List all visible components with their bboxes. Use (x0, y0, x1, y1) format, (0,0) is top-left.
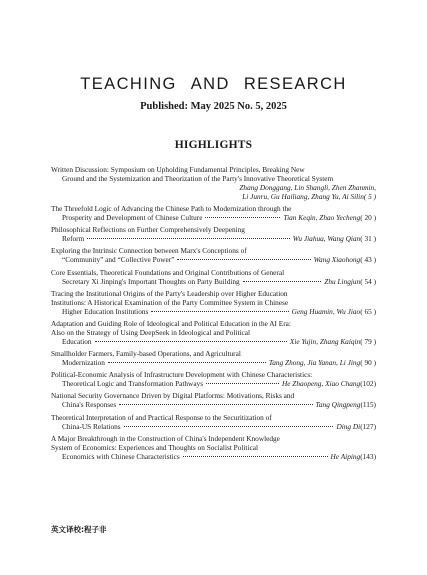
author-names: Xie Yujin, Zhang Kaiqin (289, 336, 361, 346)
toc-entry-title-line: Institutions: A Historical Examination of the Party Committee System in Chinese (51, 298, 289, 307)
author-names: Ding Di (336, 421, 361, 431)
toc-entry-title-line: China's Responses (62, 400, 117, 410)
toc-entry-authors (282, 380, 376, 389)
toc-entry-last-line (51, 359, 376, 368)
toc-entry[interactable] (51, 414, 376, 432)
toc-entry[interactable] (51, 350, 376, 368)
toc-entry-title-line: Written Discussion: Symposium on Upholding Fundamental Principles, Breaking New (51, 166, 305, 174)
toc-entry-title-line: Modernization (62, 357, 105, 367)
page-number: (127) (360, 421, 376, 431)
page-number: ( 90 ) (360, 357, 376, 367)
toc-entry-title-line: Secretary Xi Jinping's Important Thoughts on Party Building (62, 276, 240, 286)
dot-leader (243, 280, 322, 282)
toc-entry-title-line: The Threefold Logic of Advancing the Chinese Path to Modernization through the (51, 205, 292, 214)
toc-entry[interactable] (51, 290, 376, 317)
toc-entry-authors (292, 308, 376, 317)
journal-title (0, 75, 427, 94)
toc-entry-authors (324, 278, 376, 287)
page-number: (143) (360, 451, 376, 461)
author-names: Tang Qingpeng (315, 400, 361, 410)
author-names: Geng Huamin, Wu Jiao (291, 306, 361, 316)
toc-entry-title-line: Reform (62, 234, 85, 244)
toc-entry[interactable] (51, 269, 376, 287)
toc-entry-title-line: Theoretical Logic and Transformation Pathways (62, 379, 204, 389)
toc-entry-title-line: Adaptation and Guiding Role of Ideological and Political Education in the AI Era: (51, 319, 291, 328)
toc-entry-last-line (51, 214, 376, 223)
dot-leader (119, 403, 312, 405)
toc-entry-last-line (51, 453, 376, 462)
toc-entry-last-line (51, 256, 376, 265)
page-number: ( 31 ) (360, 234, 376, 244)
author-names: Zhu Lingjun (324, 276, 361, 286)
dot-leader (108, 361, 266, 363)
toc-entry-authors (269, 359, 376, 368)
page-number: (115) (360, 400, 376, 410)
toc-entry-title-line: Theoretical Interpretation of and Practical Response to the Securitization of (51, 413, 272, 422)
toc-entry-authors (314, 256, 376, 265)
dot-leader (183, 455, 328, 457)
dot-leader (205, 216, 280, 218)
dot-leader (151, 310, 288, 312)
author-names: Wu Jiahua, Wang Qian (292, 234, 361, 244)
toc-entry-title-line: Exploring the Intrinsic Connection between Marx's Conceptions of (51, 247, 247, 256)
dot-leader (206, 382, 279, 384)
dot-leader (87, 237, 289, 239)
page-number: ( 43 ) (360, 255, 376, 265)
author-names: Wang Xiaohong (313, 255, 361, 265)
toc-entry-title-line: A Major Breakthrough in the Construction of China's Independent Knowledge (51, 434, 280, 443)
toc-entry-title-line: Education (62, 336, 92, 346)
dot-leader (124, 425, 334, 427)
toc-entry-title-line: Political-Economic Analysis of Infrastructure Development with Chinese Characteristics: (51, 371, 313, 380)
toc-entry-title-line: National Security Governance Driven by Digital Platforms: Motivations, Risks and (51, 392, 295, 401)
toc-entry[interactable] (51, 247, 376, 265)
toc-entry-authors (283, 214, 376, 223)
page-number: (102) (360, 379, 376, 389)
page-number: ( 54 ) (360, 276, 376, 286)
toc-entry-title-line: China-US Relations (62, 421, 121, 431)
toc-entry[interactable] (51, 371, 376, 389)
toc-entry-authors: Zhang Donggang, Lin Shangli, Zhen Zhanmin, (239, 182, 376, 192)
toc-entry-last-line (51, 235, 376, 244)
toc-entry-title-line: Tracing the Institutional Origins of the Party's Leadership over Higher Education (51, 289, 288, 298)
toc-entry-authors (293, 235, 376, 244)
toc-entry-authors (290, 338, 376, 347)
toc-entry-authors (336, 423, 376, 432)
dot-leader (177, 258, 310, 260)
author-names: He Zhaopeng, Xiao Chang (281, 379, 361, 389)
toc-entry-authors (316, 401, 376, 410)
toc-entry-title-line: Core Essentials, Theoretical Foundations and Original Contributions of General (51, 268, 285, 277)
table-of-contents (51, 166, 376, 465)
toc-entry-title-line: System of Economics: Experiences and Thoughts on Socialist Political (51, 443, 258, 452)
page-number: ( 65 ) (360, 306, 376, 316)
toc-entry[interactable] (51, 435, 376, 462)
translator-credit: 英文译校:程子非 (51, 525, 107, 534)
toc-entry-title-line: Higher Education Institutions (62, 306, 149, 316)
author-names: Tang Zhong, Jia Yanan, Li Jing (268, 357, 361, 367)
publication-info: Published: May 2025 No. 5, 2025 (140, 101, 287, 112)
toc-entry-last-line (51, 380, 376, 389)
journal-title-word-3: RESEARCH (243, 75, 347, 93)
toc-entry-last-line (51, 401, 376, 410)
toc-entry-authors (331, 453, 376, 462)
toc-entry[interactable] (51, 205, 376, 223)
toc-entry-last-line (51, 423, 376, 432)
toc-entry-title-line: Philosophical Reflections on Further Comprehensively Deepening (51, 226, 245, 235)
toc-entry-last-line (51, 338, 376, 347)
dot-leader (95, 340, 287, 342)
toc-entry-authors: Li Junru, Gu Hailiang, Zhang Yu, Ai Silin( 5 ) (242, 191, 376, 201)
toc-entry-last-line (51, 278, 376, 287)
page-number: ( 79 ) (360, 336, 376, 346)
journal-title-word-1: TEACHING (80, 75, 177, 93)
page-number: ( 20 ) (360, 212, 376, 222)
toc-entry-title-line: Economics with Chinese Characteristics (62, 451, 180, 461)
toc-entry-last-line (51, 308, 376, 317)
toc-entry[interactable] (51, 166, 376, 202)
toc-entry[interactable] (51, 320, 376, 347)
journal-title-word-2: AND (190, 75, 230, 93)
highlights-heading: HIGHLIGHTS (174, 139, 253, 151)
author-names: Tian Keqin, Zhao Yecheng (283, 212, 361, 222)
toc-entry[interactable] (51, 226, 376, 244)
toc-entry-title-line: Ground and the Systemization and Theorization of the Party's Innovative Theoretical System (62, 174, 334, 183)
toc-entry-title-line: Prosperity and Development of Chinese Culture (62, 212, 203, 222)
toc-entry-title-line: “Community” and “Collective Power” (62, 255, 175, 265)
author-names: He Aiping (330, 451, 361, 461)
toc-entry[interactable] (51, 392, 376, 410)
toc-entry-title-line: Smallholder Farmers, Family-based Operations, and Agricultural (51, 350, 241, 359)
toc-entry-title-line: Also on the Strategy of Using DeepSeek in Ideological and Political (51, 328, 251, 337)
